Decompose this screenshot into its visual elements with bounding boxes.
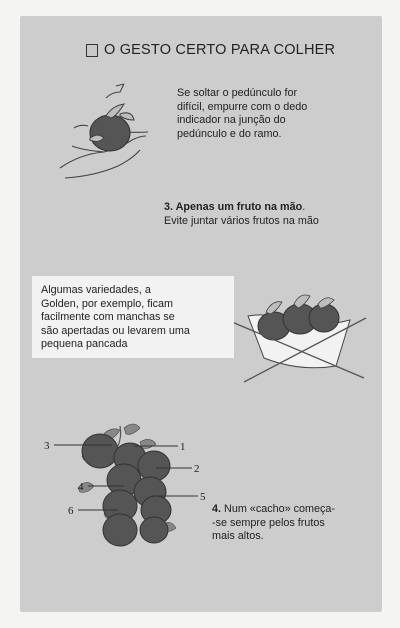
- tip-one-fruit-text: Evite juntar vários frutos na mão: [164, 214, 319, 227]
- tip-one-fruit: 3. Apenas um fruto na mão. Evite juntar vários frutos na mão: [164, 201, 374, 228]
- hand-apple-illustration: [60, 84, 148, 178]
- cluster-label-3: 3: [44, 440, 50, 452]
- cluster-label-2: 2: [194, 463, 200, 475]
- tip-cluster: 4. Num «cacho» começa- -se sempre pelos frutos mais altos.: [212, 503, 336, 543]
- tip-peduncle: Se soltar o pedúnculo for difícil, empurre com o dedo indicador na junção do pedúnculo e do ramo.: [177, 87, 308, 140]
- cluster-label-6: 6: [68, 505, 74, 517]
- apple-cluster-illustration: [44, 424, 206, 546]
- tip-cluster-number: 4.: [212, 503, 222, 515]
- cluster-label-4: 4: [78, 481, 84, 493]
- note-box: Algumas variedades, a Golden, por exemplo, ficam facilmente com manchas se são apertadas ou levarem uma pequena pancada: [32, 276, 234, 358]
- cluster-label-5: 5: [200, 491, 206, 503]
- crossed-hand-illustration: [232, 295, 366, 382]
- cluster-label-1: 1: [180, 441, 186, 453]
- tip-one-fruit-heading: 3. Apenas um fruto na mão: [164, 201, 303, 213]
- page-title: O GESTO CERTO PARA COLHER: [104, 42, 336, 58]
- instruction-card: [20, 16, 382, 612]
